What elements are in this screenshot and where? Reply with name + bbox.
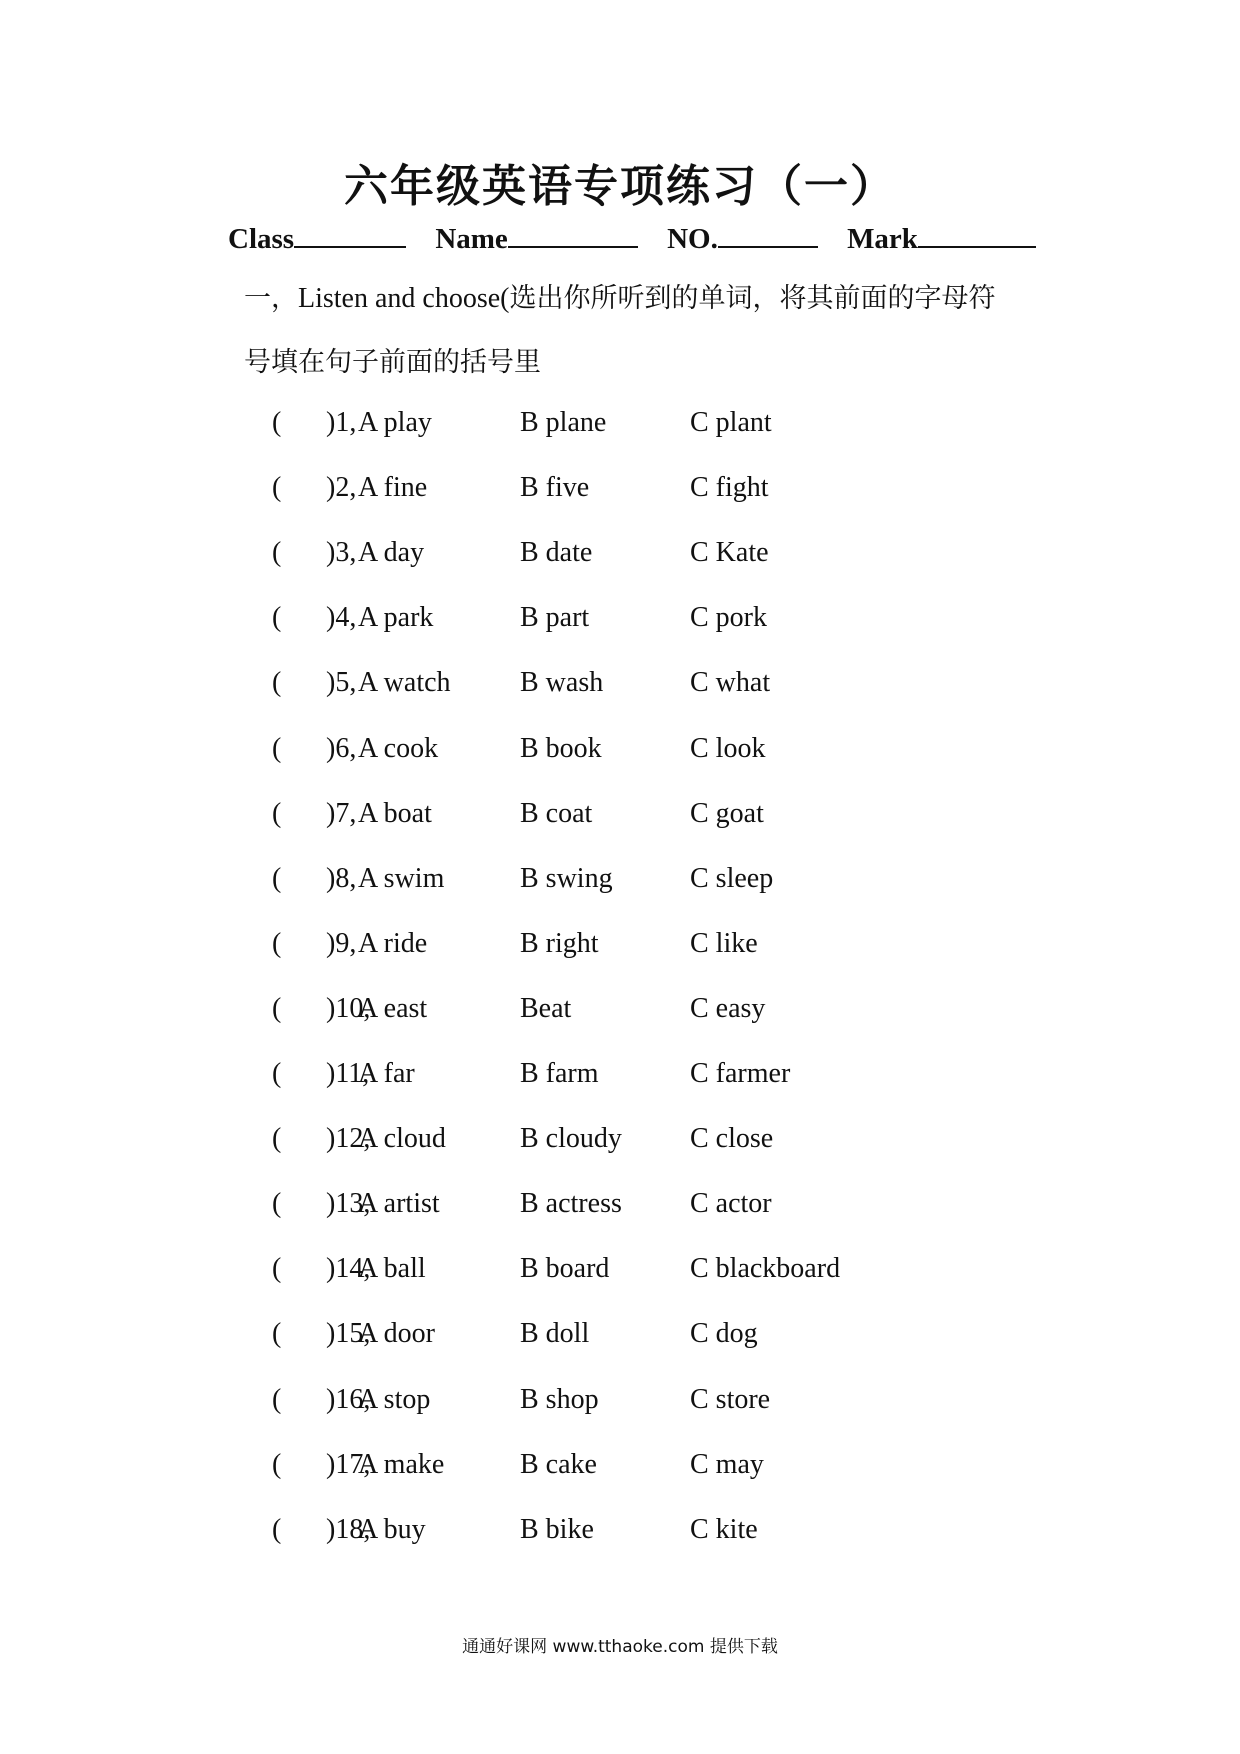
option-a: A fine [358, 472, 428, 503]
question-row [0, 407, 1240, 447]
answer-paren: ( [272, 537, 282, 568]
question-number: )10, [326, 993, 371, 1024]
question-row [0, 993, 1240, 1033]
option-b: B farm [520, 1058, 599, 1089]
option-b: B cloudy [520, 1123, 622, 1154]
section-heading [244, 276, 996, 315]
no-blank [718, 222, 818, 248]
option-c: C plant [690, 407, 772, 438]
question-row [0, 798, 1240, 838]
no-label: NO. [667, 223, 718, 255]
question-number: )7, [326, 798, 357, 829]
option-a: A make [358, 1449, 445, 1480]
option-c: C close [690, 1123, 774, 1154]
option-b: B shop [520, 1384, 599, 1415]
question-number: )16, [326, 1384, 371, 1415]
option-b: B plane [520, 407, 607, 438]
question-number: )13, [326, 1188, 371, 1219]
section-heading-line2 [244, 340, 541, 379]
section-number: 一， [244, 283, 298, 314]
question-number: )9, [326, 928, 357, 959]
question-number: )18, [326, 1514, 371, 1545]
option-b: B part [520, 602, 590, 633]
section-heading-cjk-2: 号填在句子前面的括号里 [244, 347, 541, 378]
option-c: C easy [690, 993, 766, 1024]
option-c: C store [690, 1384, 771, 1415]
answer-paren: ( [272, 863, 282, 894]
option-a: A ball [358, 1253, 426, 1284]
question-row [0, 1058, 1240, 1098]
option-c: C blackboard [690, 1253, 841, 1284]
question-row [0, 1123, 1240, 1163]
answer-paren: ( [272, 1384, 282, 1415]
question-number: )2, [326, 472, 357, 503]
question-row [0, 863, 1240, 903]
option-c: C like [690, 928, 758, 959]
question-number: )14, [326, 1253, 371, 1284]
question-row [0, 537, 1240, 577]
option-a: A play [358, 407, 432, 438]
option-c: C pork [690, 602, 767, 633]
option-a: A east [358, 993, 428, 1024]
name-blank [508, 222, 638, 248]
option-a: A buy [358, 1514, 426, 1545]
option-a: A cook [358, 733, 439, 764]
answer-paren: ( [272, 407, 282, 438]
question-row [0, 1514, 1240, 1554]
option-c: C actor [690, 1188, 772, 1219]
answer-paren: ( [272, 1449, 282, 1480]
option-b: B date [520, 537, 593, 568]
question-number: )11, [326, 1058, 370, 1089]
option-b: B right [520, 928, 599, 959]
question-number: )3, [326, 537, 357, 568]
question-number: )1, [326, 407, 357, 438]
question-row [0, 1449, 1240, 1489]
option-a: A day [358, 537, 425, 568]
question-number: )8, [326, 863, 357, 894]
question-row [0, 602, 1240, 642]
class-label: Class [228, 223, 295, 255]
question-row [0, 667, 1240, 707]
answer-paren: ( [272, 1188, 282, 1219]
question-row [0, 1384, 1240, 1424]
question-number: )4, [326, 602, 357, 633]
question-number: )5, [326, 667, 357, 698]
answer-paren: ( [272, 928, 282, 959]
option-c: C fight [690, 472, 769, 503]
option-c: C look [690, 733, 766, 764]
option-b: B book [520, 733, 602, 764]
class-blank [294, 222, 406, 248]
option-b: B swing [520, 863, 613, 894]
section-heading-cjk: 选出你所听到的单词，将其前面的字母符 [509, 283, 996, 314]
name-label: Name [435, 223, 508, 255]
answer-paren: ( [272, 1253, 282, 1284]
option-b: B cake [520, 1449, 597, 1480]
answer-paren: ( [272, 1514, 282, 1545]
option-a: A ride [358, 928, 428, 959]
answer-paren: ( [272, 1123, 282, 1154]
question-row [0, 1253, 1240, 1293]
question-row [0, 928, 1240, 968]
option-b: Beat [520, 993, 572, 1024]
question-row [0, 1318, 1240, 1358]
student-info-line [228, 222, 1036, 256]
answer-paren: ( [272, 798, 282, 829]
answer-paren: ( [272, 667, 282, 698]
option-b: B five [520, 472, 590, 503]
option-c: C kite [690, 1514, 758, 1545]
option-c: C Kate [690, 537, 769, 568]
question-row [0, 733, 1240, 773]
option-a: A park [358, 602, 434, 633]
option-c: C farmer [690, 1058, 791, 1089]
option-a: A door [358, 1318, 435, 1349]
answer-paren: ( [272, 602, 282, 633]
answer-paren: ( [272, 1318, 282, 1349]
page-title: 六年级英语专项练习（一） [344, 161, 896, 212]
option-b: B wash [520, 667, 604, 698]
option-b: B board [520, 1253, 610, 1284]
option-c: C what [690, 667, 771, 698]
answer-paren: ( [272, 993, 282, 1024]
option-a: A watch [358, 667, 451, 698]
footer-credit: 通通好课网 www.tthaoke.com 提供下载 [462, 1637, 778, 1657]
mark-label: Mark [847, 223, 918, 255]
option-c: C dog [690, 1318, 758, 1349]
option-c: C goat [690, 798, 764, 829]
question-number: )6, [326, 733, 357, 764]
option-c: C sleep [690, 863, 774, 894]
option-a: A far [358, 1058, 415, 1089]
question-number: )15, [326, 1318, 371, 1349]
question-row [0, 1188, 1240, 1228]
option-b: B doll [520, 1318, 590, 1349]
option-b: B coat [520, 798, 593, 829]
option-b: B actress [520, 1188, 622, 1219]
answer-paren: ( [272, 472, 282, 503]
section-heading-en: Listen and choose( [298, 283, 510, 314]
question-row [0, 472, 1240, 512]
question-number: )12, [326, 1123, 371, 1154]
answer-paren: ( [272, 733, 282, 764]
option-a: A stop [358, 1384, 431, 1415]
option-c: C may [690, 1449, 764, 1480]
option-a: A boat [358, 798, 432, 829]
mark-blank [918, 222, 1036, 248]
option-a: A cloud [358, 1123, 446, 1154]
option-a: A artist [358, 1188, 440, 1219]
option-a: A swim [358, 863, 445, 894]
option-b: B bike [520, 1514, 594, 1545]
question-number: )17, [326, 1449, 371, 1480]
answer-paren: ( [272, 1058, 282, 1089]
